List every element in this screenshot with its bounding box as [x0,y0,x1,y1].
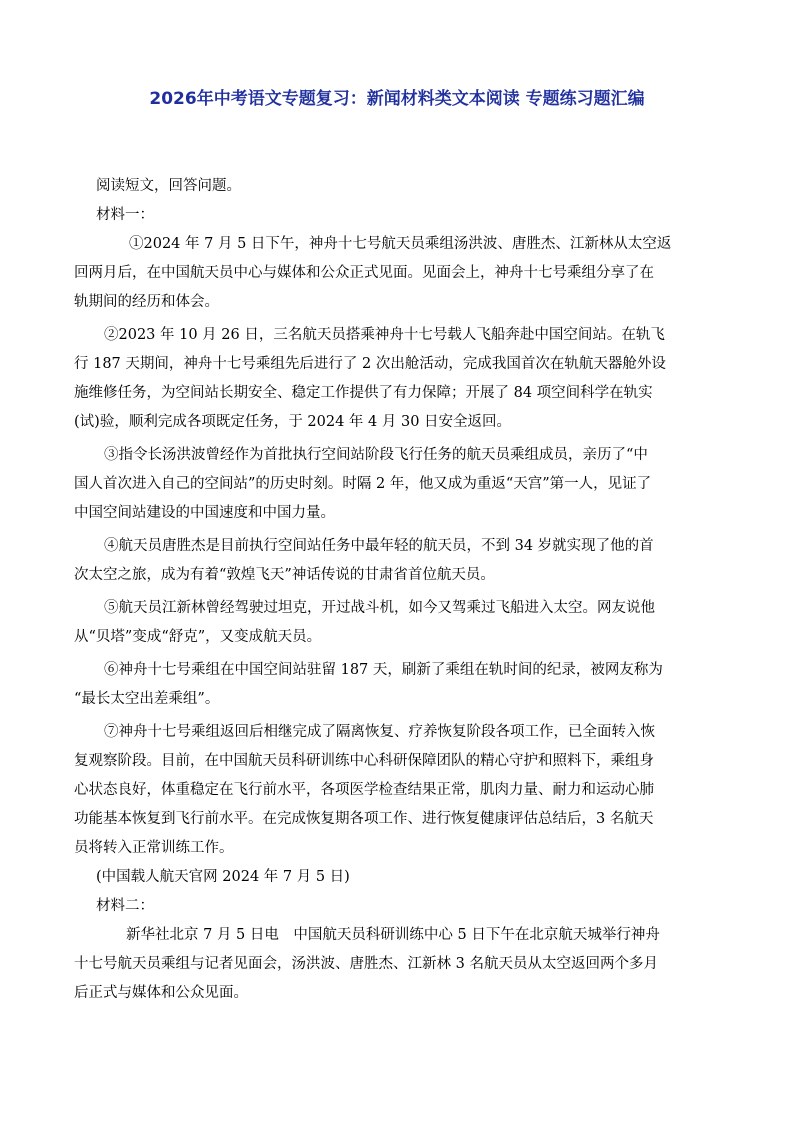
intro-text: 阅读短文，回答问题。 [96,178,241,194]
paragraph-line: 心状态良好，体重稳定在飞行前水平，各项医学检查结果正常，肌肉力量、耐力和运动心肺 [74,782,654,798]
paragraph-line: ③指令长汤洪波曾经作为首批执行空间站阶段飞行任务的航天员乘组成员，亲历了“中 [104,447,648,463]
paragraph-line: 回两月后，在中国航天员中心与媒体和公众正式见面。见面会上，神舟十七号乘组分享了在 [74,265,654,281]
source-citation: (中国载人航天官网 2024 年 7 月 5 日) [96,869,350,885]
article-body [74,172,720,1008]
paragraph-line: 复观察阶段。目前，在中国航天员科研训练中心科研保障团队的精心守护和照料下，乘组身 [74,753,654,769]
paragraph-line: “最长太空出差乘组”。 [74,691,220,707]
paragraph-5 [74,594,720,652]
paragraph-3 [74,441,720,528]
paragraph-line: 员将转入正常训练工作。 [74,840,234,856]
paragraph-line: 施维修任务，为空间站长期安全、稳定工作提供了有力保障；开展了 84 项空间科学在轨实 [74,385,653,401]
paragraph-line: ⑤航天员江新林曾经驾驶过坦克，开过战斗机，如今又驾乘过飞船进入太空。网友说他 [104,600,655,616]
paragraph-line: ⑦神舟十七号乘组返回后相继完成了隔离恢复、疗养恢复阶段各项工作，已全面转入恢 [104,724,655,740]
paragraph-4 [74,532,720,590]
material-one-label: 材料一： [96,207,154,223]
material-two-label: 材料二： [96,898,154,914]
paragraph-line: 次太空之旅，成为有着“敦煌飞天”神话传说的甘肃省首位航天员。 [74,567,495,583]
document-title: 2026年中考语文专题复习：新闻材料类文本阅读 专题练习题汇编 [149,89,645,109]
paragraph-line: 新华社北京 7 月 5 日电 中国航天员科研训练中心 5 日下午在北京航天城举行神舟 [126,927,660,943]
paragraph-line: 从“贝塔”变成“舒克”，又变成航天员。 [74,629,322,645]
paragraph-line: 十七号航天员乘组与记者见面会，汤洪波、唐胜杰、江新林 3 名航天员从太空返回两个多月 [74,956,658,972]
paragraph-line: (试)验，顺利完成各项既定任务，于 2024 年 4 月 30 日安全返回。 [74,414,512,430]
paragraph-line: ②2023 年 10 月 26 日，三名航天员搭乘神舟十七号载人飞船奔赴中国空间站。在轨飞 [104,327,665,343]
paragraph-2 [74,321,720,437]
paragraph-line: ④航天员唐胜杰是目前执行空间站任务中最年轻的航天员，不到 34 岁就实现了他的首 [104,538,654,554]
paragraph-line: 国人首次进入自己的空间站”的历史时刻。时隔 2 年，他又成为重返“天宫”第一人，见证了 [74,476,652,492]
paragraph-8 [74,921,720,1008]
paragraph-1 [74,230,720,317]
paragraph-line: 轨期间的经历和体会。 [74,294,219,310]
paragraph-line: 功能基本恢复到飞行前水平。在完成恢复期各项工作、进行恢复健康评估总结后，3 名航天 [74,811,654,827]
paragraph-7 [74,718,720,863]
paragraph-6 [74,656,720,714]
paragraph-line: 行 187 天期间，神舟十七号乘组先后进行了 2 次出舱活动，完成我国首次在轨航天器舱外设 [74,356,666,372]
paragraph-line: 后正式与媒体和公众见面。 [74,985,248,1001]
paragraph-line: ⑥神舟十七号乘组在中国空间站驻留 187 天，刷新了乘组在轨时间的纪录，被网友称为 [104,662,663,678]
paragraph-line: ①2024 年 7 月 5 日下午，神舟十七号航天员乘组汤洪波、唐胜杰、江新林从太空返 [129,236,672,252]
paragraph-line: 中国空间站建设的中国速度和中国力量。 [74,505,335,521]
